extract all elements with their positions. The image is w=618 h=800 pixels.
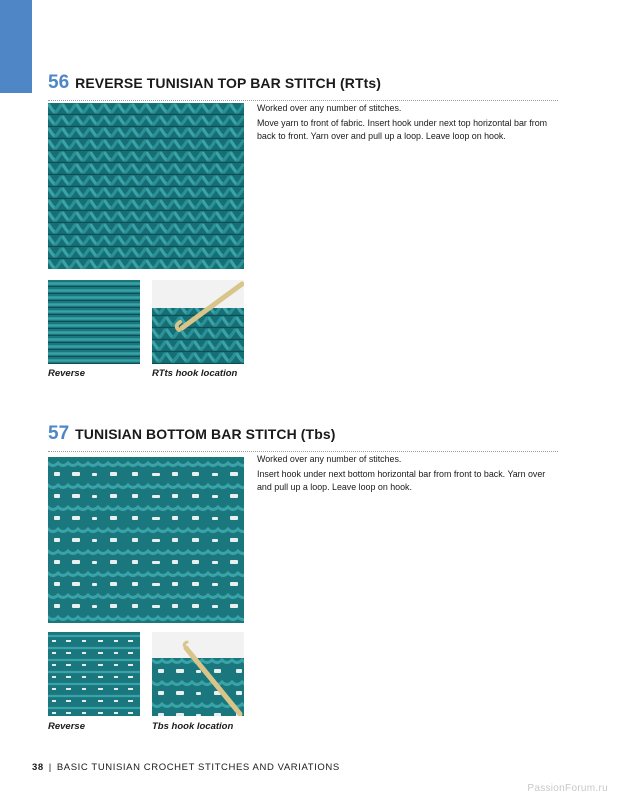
stitch-title: REVERSE TUNISIAN TOP BAR STITCH (RTts) (75, 75, 381, 91)
reverse-swatch-photo (48, 632, 140, 716)
reverse-swatch-image (48, 632, 140, 716)
stitch-swatch-photo (48, 457, 244, 623)
hook-location-caption: Tbs hook location (152, 721, 234, 732)
hook-location-caption: RTts hook location (152, 368, 238, 379)
stitch-title: TUNISIAN BOTTOM BAR STITCH (Tbs) (75, 426, 336, 442)
stitch-number: 56 (48, 72, 70, 93)
page-footer (32, 762, 340, 773)
description-line: Insert hook under next bottom horizontal bar from front to back. Yarn over and pull up a loop. Leave loop on hook. (257, 469, 546, 492)
description-line: Worked over any number of stitches. (257, 103, 402, 113)
page-number: 38 (32, 762, 44, 773)
section-heading (48, 72, 558, 101)
hook-location-image (152, 280, 244, 364)
hook-location-image (152, 632, 244, 716)
reverse-caption: Reverse (48, 368, 85, 379)
footer-separator: | (48, 762, 52, 773)
reverse-swatch-image (48, 280, 140, 364)
chapter-side-tab (0, 0, 32, 93)
reverse-caption: Reverse (48, 721, 85, 732)
rtts-swatch-image (48, 103, 244, 269)
tbs-swatch-image (48, 457, 244, 623)
stitch-section-57 (48, 423, 558, 732)
stitch-number: 57 (48, 423, 70, 444)
hook-location-photo (152, 280, 244, 364)
description-line: Worked over any number of stitches. (257, 454, 402, 464)
stitch-section-56 (48, 72, 558, 379)
section-heading (48, 423, 558, 452)
stitch-swatch-photo (48, 103, 244, 269)
reverse-swatch-photo (48, 280, 140, 364)
description-line: Move yarn to front of fabric. Insert hook under next top horizontal bar from back to front. Yarn over and pull up a loop. Leave loop on hook. (257, 118, 548, 141)
stitch-description (257, 453, 557, 494)
site-watermark: PassionForum.ru (527, 783, 608, 794)
chapter-title: BASIC TUNISIAN CROCHET STITCHES AND VARIATIONS (56, 762, 340, 773)
hook-location-photo (152, 632, 244, 716)
stitch-description (257, 102, 557, 143)
